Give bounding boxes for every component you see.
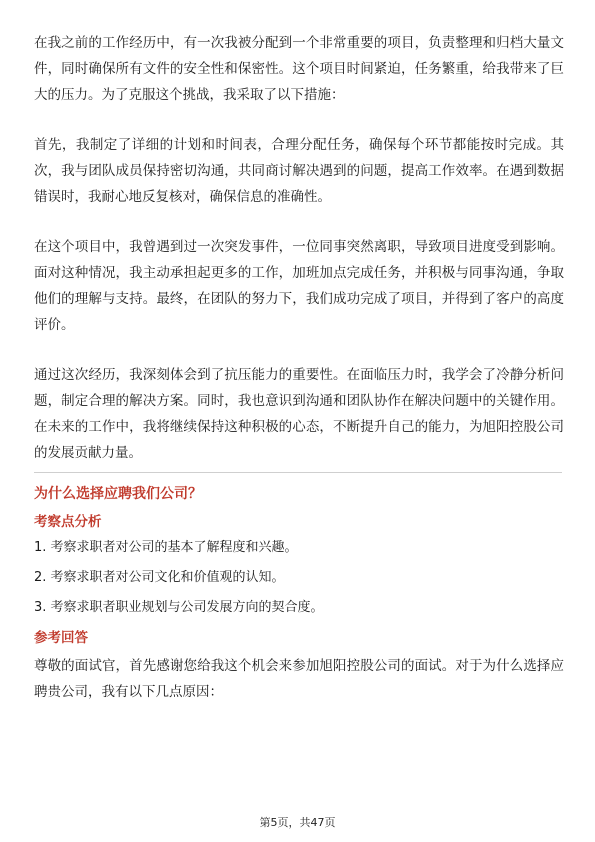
page-footer: 第5页，共47页 [259, 816, 336, 829]
analysis-item-2: 2. 考察求职者对公司文化和价值观的认知。 [34, 570, 285, 585]
document-body [34, 30, 564, 705]
analysis-heading: 考察点分析 [34, 514, 102, 530]
section-divider [34, 472, 562, 473]
paragraph-3: 在这个项目中，我曾遇到过一次突发事件，一位同事突然离职，导致项目进度受到影响。面对这种情况，我主动承担起更多的工作，加班加点完成任务，并积极与同事沟通，争取他们的理解与支持。最终，在团队的努力下，我们成功完成了项目，并得到了客户的高度评价。 [34, 239, 564, 333]
answer-heading: 参考回答 [34, 630, 88, 646]
paragraph-2: 首先，我制定了详细的计划和时间表，合理分配任务，确保每个环节都能按时完成。其次，我与团队成员保持密切沟通，共同商讨解决遇到的问题，提高工作效率。在遇到数据错误时，我耐心地反复核对，确保信息的准确性。 [34, 137, 564, 205]
paragraph-4: 通过这次经历，我深刻体会到了抗压能力的重要性。在面临压力时，我学会了冷静分析问题，制定合理的解决方案。同时，我也意识到沟通和团队协作在解决问题中的关键作用。在未来的工作中，我将继续保持这种积极的心态，不断提升自己的能力，为旭阳控股公司的发展贡献力量。 [34, 367, 564, 461]
question-title: 为什么选择应聘我们公司？ [34, 486, 202, 502]
answer-text: 尊敬的面试官，首先感谢您给我这个机会来参加旭阳控股公司的面试。对于为什么选择应聘贵公司，我有以下几点原因： [34, 658, 564, 700]
analysis-item-1: 1. 考察求职者对公司的基本了解程度和兴趣。 [34, 540, 298, 555]
analysis-item-3: 3. 考察求职者职业规划与公司发展方向的契合度。 [34, 600, 324, 615]
paragraph-1: 在我之前的工作经历中，有一次我被分配到一个非常重要的项目，负责整理和归档大量文件，同时确保所有文件的安全性和保密性。这个项目时间紧迫，任务繁重，给我带来了巨大的压力。为了克服这个挑战，我采取了以下措施： [34, 35, 564, 103]
